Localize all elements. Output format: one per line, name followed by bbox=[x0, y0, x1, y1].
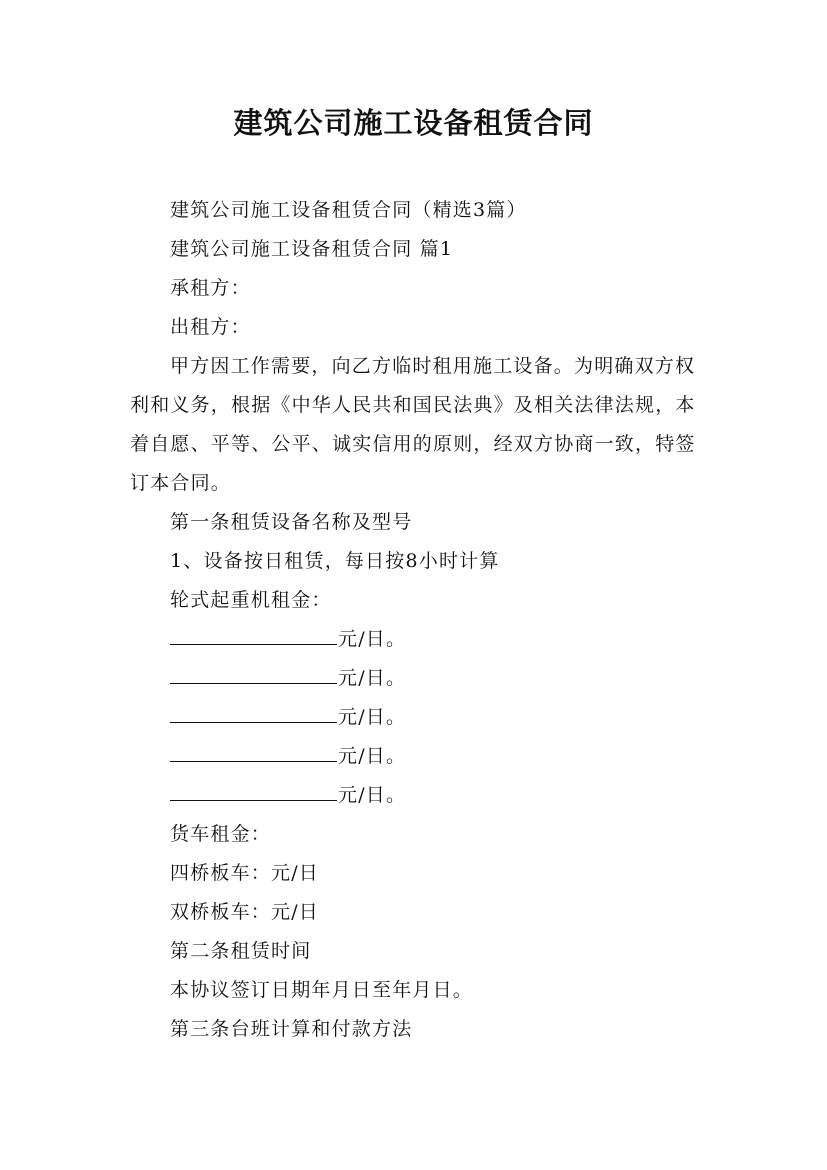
fill-in-blank bbox=[170, 700, 337, 723]
section-heading: 建筑公司施工设备租赁合同 篇1 bbox=[170, 238, 454, 260]
rate-suffix: 元/日。 bbox=[338, 706, 407, 728]
article-2-heading: 第二条租赁时间 bbox=[170, 940, 312, 962]
article-3-heading: 第三条台班计算和付款方法 bbox=[170, 1018, 413, 1040]
crane-rent-label: 轮式起重机租金： bbox=[170, 589, 332, 611]
fill-in-blank bbox=[170, 661, 337, 684]
fill-in-blank bbox=[170, 622, 337, 645]
four-axle-rate: 四桥板车：元/日 bbox=[170, 862, 320, 884]
rate-line-4 bbox=[130, 737, 702, 776]
rate-suffix: 元/日。 bbox=[338, 784, 407, 806]
document-body bbox=[130, 191, 702, 1049]
lessor-label: 出租方： bbox=[170, 316, 251, 338]
rate-suffix: 元/日。 bbox=[338, 745, 407, 767]
rate-line-1 bbox=[130, 620, 702, 659]
article-1-heading: 第一条租赁设备名称及型号 bbox=[170, 511, 413, 533]
intro-paragraph: 甲方因工作需要，向乙方临时租用施工设备。为明确双方权利和义务，根据《中华人民共和国民法典》及相关法律法规，本着自愿、平等、公平、诚实信用的原则，经双方协商一致，特签订本合同。 bbox=[130, 355, 696, 494]
rate-line-5 bbox=[130, 776, 702, 815]
fill-in-blank bbox=[170, 739, 337, 762]
rate-suffix: 元/日。 bbox=[338, 667, 407, 689]
lessee-label: 承租方： bbox=[170, 277, 251, 299]
agreement-dates: 本协议签订日期年月日至年月日。 bbox=[170, 979, 474, 1001]
rate-line-3 bbox=[130, 698, 702, 737]
item-1: 1、设备按日租赁，每日按8小时计算 bbox=[170, 550, 500, 572]
rate-line-2 bbox=[130, 659, 702, 698]
document-title: 建筑公司施工设备租赁合同 bbox=[233, 106, 594, 140]
truck-rent-label: 货车租金： bbox=[170, 823, 272, 845]
fill-in-blank bbox=[170, 778, 337, 801]
subtitle: 建筑公司施工设备租赁合同（精选3篇） bbox=[170, 199, 527, 221]
double-axle-rate: 双桥板车：元/日 bbox=[170, 901, 320, 923]
rate-suffix: 元/日。 bbox=[338, 628, 407, 650]
